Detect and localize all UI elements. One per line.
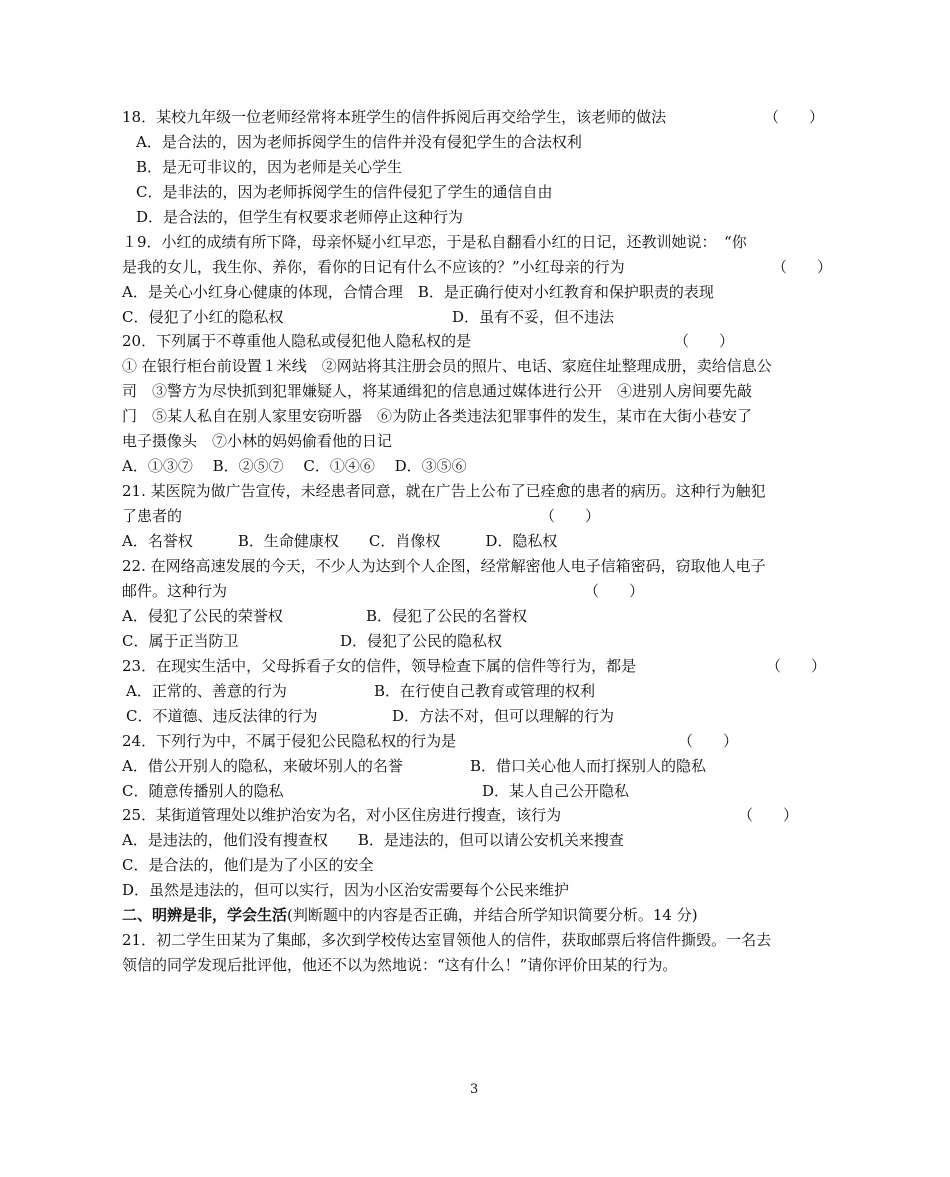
q21-options: A．名誉权 B．生命健康权 C．肖像权 D．隐私权: [122, 532, 558, 550]
q22-option-c: C．属于正当防卫: [122, 632, 239, 650]
q23-stem: 23．在现实生活中，父母拆看子女的信件，领导检查下属的信件等行为，都是: [122, 657, 637, 675]
q20-items-line3: 门 ⑤某人私自在别人家里安窃听器 ⑥为防止各类违法犯罪事件的发生，某市在大街小巷安了: [122, 407, 753, 425]
q22-option-a: A．侵犯了公民的荣誉权: [122, 607, 283, 625]
q22-stem-line1: 22. 在网络高速发展的今天，不少人为达到个人企图，经常解密他人电子信箱密码，窃取他人电子: [122, 557, 766, 575]
q24-option-b: B．借口关心他人而打探别人的隐私: [470, 757, 707, 775]
q18-option-c: C．是非法的，因为老师拆阅学生的信件侵犯了学生的通信自由: [136, 183, 553, 201]
q23-answer-paren: （ ）: [766, 657, 827, 675]
q24-option-d: D．某人自己公开隐私: [482, 782, 630, 800]
q21-answer-paren: （ ）: [540, 507, 601, 525]
q25-option-c: C．是合法的，他们是为了小区的安全: [122, 856, 374, 874]
q22-option-d: D．侵犯了公民的隐私权: [340, 632, 503, 650]
q24-answer-paren: （ ）: [678, 732, 739, 750]
q21-stem-line2: 了患者的: [122, 507, 183, 525]
q24-option-c: C．随意传播别人的隐私: [122, 782, 284, 800]
q23-option-d: D．方法不对，但可以理解的行为: [392, 707, 615, 725]
q25-answer-paren: （ ）: [738, 806, 799, 824]
q19-option-c: C．侵犯了小红的隐私权: [122, 308, 284, 326]
page-number: 3: [470, 1082, 479, 1097]
q18-option-d: D．是合法的，但学生有权要求老师停止这种行为: [136, 208, 464, 226]
q19-stem-line2: 是我的女儿，我生你、养你，看你的日记有什么不应该的？”小红母亲的行为: [122, 258, 625, 276]
q25-stem: 25．某街道管理处以维护治安为名，对小区住房进行搜查，该行为: [122, 806, 562, 824]
q25-option-d: D．虽然是违法的，但可以实行，因为小区治安需要每个公民来维护: [122, 881, 570, 899]
q21b-stem-line2: 领信的同学发现后批评他，他还不以为然地说：“这有什么！”请你评价田某的行为。: [122, 956, 678, 974]
section2-title: 二、明辨是非，学会生活: [122, 906, 288, 924]
q18-stem: 18．某校九年级一位老师经常将本班学生的信件拆阅后再交给学生，该老师的做法: [122, 108, 667, 126]
q21b-stem-line1: 21．初二学生田某为了集邮，多次到学校传达室冒领他人的信件，获取邮票后将信件撕毁。一名去: [122, 931, 772, 949]
section2-heading: [122, 905, 698, 925]
q20-answer-paren: （ ）: [674, 332, 735, 350]
q19-option-d: D．虽有不妥，但不违法: [452, 308, 615, 326]
q18-option-b: B．是无可非议的，因为老师是关心学生: [136, 158, 403, 176]
q21-stem-line1: 21. 某医院为做广告宣传，未经患者同意，就在广告上公布了已痊愈的患者的病历。这种行为触犯: [122, 482, 766, 500]
q19-stem-line1: １9．小红的成绩有所下降，母亲怀疑小红早恋，于是私自翻看小红的日记，还教训她说： “你: [122, 233, 747, 251]
q20-items-line4: 电子摄像头 ⑦小林的妈妈偷看他的日记: [122, 432, 393, 450]
q20-options: A．①③⑦ B．②⑤⑦ C．①④⑥ D．③⑤⑥: [122, 457, 467, 475]
section2-note: (判断题中的内容是否正确，并结合所学知识简要分析。14 分): [287, 906, 698, 924]
q18-answer-paren: （ ）: [764, 108, 825, 126]
q19-answer-paren: （ ）: [772, 258, 833, 276]
q24-stem: 24．下列行为中，不属于侵犯公民隐私权的行为是: [122, 732, 457, 750]
q25-options-ab: A．是违法的，他们没有搜查权 B．是违法的，但可以请公安机关来搜查: [122, 831, 624, 849]
q23-option-a: A．正常的、善意的行为: [126, 682, 287, 700]
q20-items-line1: ① 在银行柜台前设置１米线 ②网站将其注册会员的照片、电话、家庭住址整理成册，卖给信息公: [122, 357, 772, 375]
q20-items-line2: 司 ③警方为尽快抓到犯罪嫌疑人，将某通缉犯的信息通过媒体进行公开 ④进别人房间要先敲: [122, 382, 753, 400]
q24-option-a: A．借公开别人的隐私，来破坏别人的名誉: [122, 757, 403, 775]
q23-option-c: C．不道德、违反法律的行为: [126, 707, 318, 725]
q18-option-a: A．是合法的，因为老师拆阅学生的信件并没有侵犯学生的合法权利: [136, 133, 582, 151]
q22-option-b: B．侵犯了公民的名誉权: [366, 607, 528, 625]
q23-option-b: B．在行使自己教育或管理的权利: [374, 682, 596, 700]
q22-answer-paren: （ ）: [584, 582, 645, 600]
q20-stem: 20．下列属于不尊重他人隐私或侵犯他人隐私权的是: [122, 332, 472, 350]
q19-options-ab: A．是关心小红身心健康的体现，合情合理 B．是正确行使对小红教育和保护职责的表现: [122, 283, 714, 301]
q22-stem-line2: 邮件。这种行为: [122, 582, 228, 600]
